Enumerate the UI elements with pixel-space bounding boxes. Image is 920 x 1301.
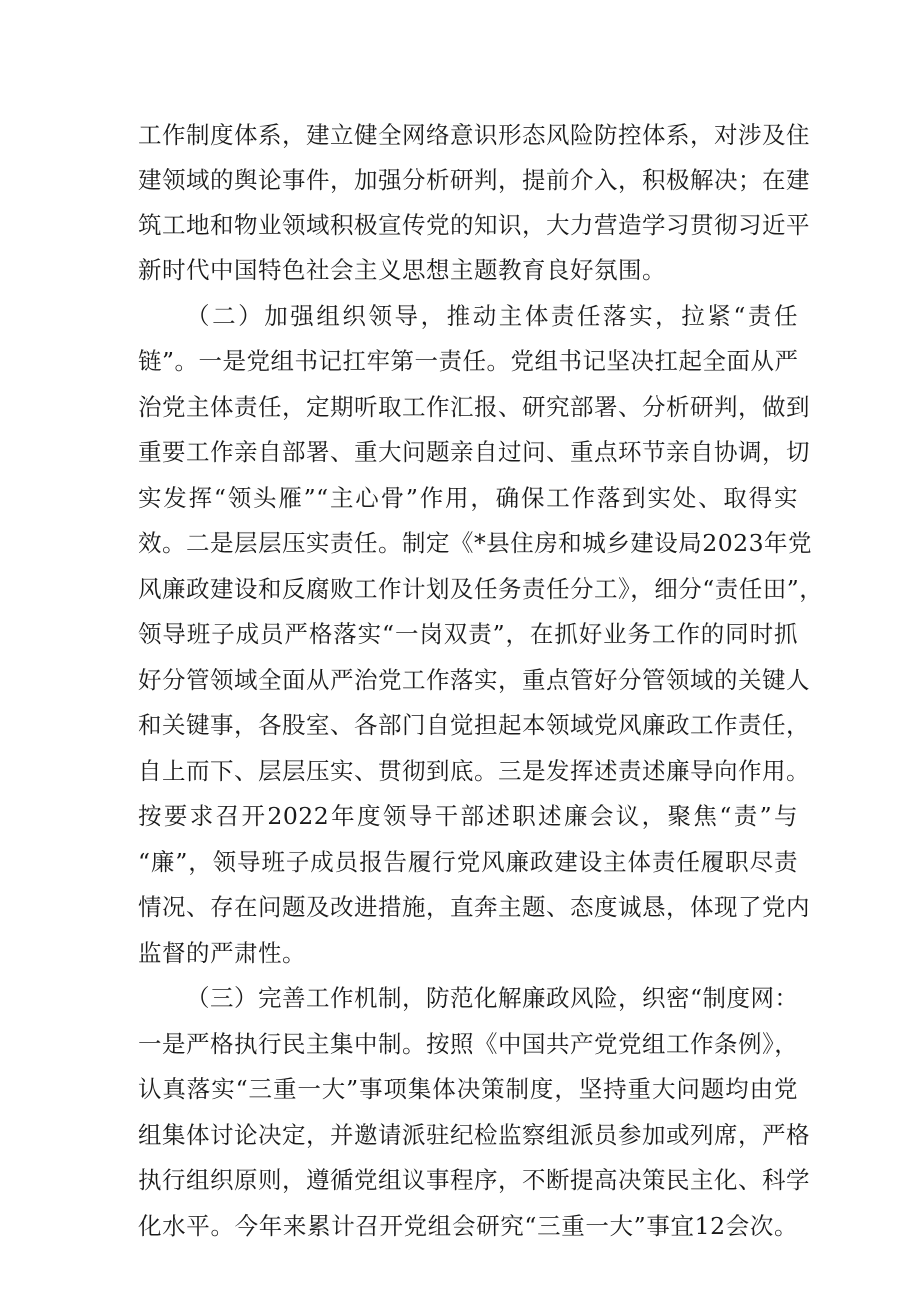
- paragraph-heading-3: （三）完善工作机制，防范化解廉政风险，织密“制度网：: [186, 984, 799, 1012]
- text-line: 组集体讨论决定，并邀请派驻纪检监察组派员参加或列席，严格: [138, 1121, 810, 1149]
- text-line: 建领域的舆论事件，加强分析研判，提前介入，积极解决；在建: [138, 166, 810, 194]
- text-line: 化水平。今年来累计召开党组会研究“三重一大”事宜12会次。: [138, 1212, 798, 1240]
- text-line: 一是严格执行民主集中制。按照《中国共产党党组工作条例》，: [138, 1030, 799, 1058]
- paragraph-heading-2: （二）加强组织领导，推动主体责任落实，拉紧“责任: [186, 302, 798, 330]
- text-line: 情况、存在问题及改进措施，直奔主题、态度诚恳，体现了党内: [138, 893, 810, 921]
- text-line: 实发挥“领头雁”“主心骨”作用，确保工作落到实处、取得实: [138, 484, 798, 512]
- text-line: 筑工地和物业领域积极宣传党的知识，大力营造学习贯彻习近平: [138, 211, 810, 239]
- text-line: 效。二是层层压实责任。制定《*县住房和城乡建设局2023年党: [138, 529, 813, 557]
- text-line: 好分管领域全面从严治党工作落实，重点管好分管领域的关键人: [138, 666, 810, 694]
- text-line: 按要求召开2022年度领导干部述职述廉会议，聚焦“责”与: [138, 802, 798, 830]
- text-line: 执行组织原则，遵循党组议事程序，不断提高决策民主化、科学: [138, 1166, 810, 1194]
- text-line: 工作制度体系，建立健全网络意识形态风险防控体系，对涉及住: [138, 121, 810, 149]
- text-line: 领导班子成员严格落实“一岗双责”，在抓好业务工作的同时抓: [138, 620, 798, 648]
- text-line: “廉”，领导班子成员报告履行党风廉政建设主体责任履职尽责: [138, 848, 798, 876]
- text-line: 自上而下、层层压实、贯彻到底。三是发挥述责述廉导向作用。: [138, 757, 810, 785]
- text-line: 和关键事，各股室、各部门自觉担起本领域党风廉政工作责任，: [138, 711, 810, 739]
- text-line: 重要工作亲自部署、重大问题亲自过问、重点环节亲自协调，切: [138, 438, 810, 466]
- text-line: 新时代中国特色社会主义思想主题教育良好氛围。: [138, 256, 666, 284]
- text-line: 链”。一是党组书记扛牢第一责任。党组书记坚决扛起全面从严: [138, 347, 799, 375]
- text-line: 监督的严肃性。: [138, 939, 306, 967]
- text-line: 风廉政建设和反腐败工作计划及任务责任分工》，细分“责任田”，: [138, 575, 824, 603]
- text-line: 治党主体责任，定期听取工作汇报、研究部署、分析研判，做到: [138, 393, 810, 421]
- text-line: 认真落实“三重一大”事项集体决策制度，坚持重大问题均由党: [138, 1075, 798, 1103]
